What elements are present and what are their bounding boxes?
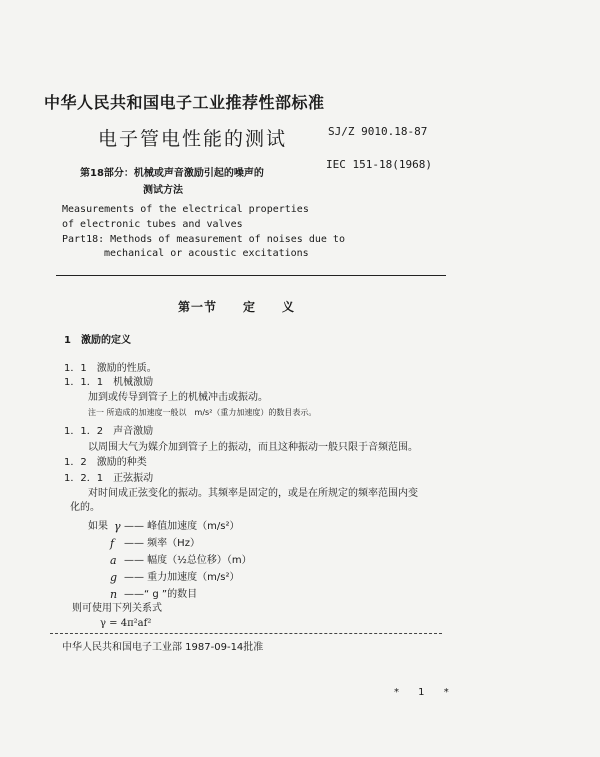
clause-1-1-1-text: 加到或传导到管子上的机械冲击或振动。 (88, 392, 268, 403)
symbol-a: a (110, 554, 117, 567)
clause-1-2-1-text-line2: 化的。 (70, 502, 100, 513)
document-title: 电子管电性能的测试 (98, 128, 288, 150)
section-heading: 第一节 定 义 (178, 300, 296, 314)
clause-1-2-1-text-line1: 对时间成正弦变化的振动。其频率是固定的，或是在所规定的频率范围内变 (88, 488, 418, 499)
formula: γ = 4π²af² (100, 618, 152, 629)
part-title-cn-line2: 测试方法 (143, 185, 183, 196)
clause-1-2-heading: 1．2 激励的种类 (64, 457, 147, 468)
relation-intro: 则可使用下列关系式 (72, 603, 162, 614)
clause-1-1-2-heading: 1．1．2 声音激励 (64, 426, 154, 437)
part-title-cn-line1: 第18部分：机械或声音激励引起的噪声的 (80, 168, 264, 179)
definition-intro: 如果 (88, 521, 108, 532)
symbol-g: g (110, 571, 118, 584)
clause-1-2-1-heading: 1．2．1 正弦振动 (64, 473, 154, 484)
definition-n: ——“ g ”的数目 (124, 589, 198, 600)
clause-1-1-2-text: 以周围大气为媒介加到管子上的振动，而且这种振动一般只限于音频范围。 (88, 442, 418, 453)
english-title-line4: mechanical or acoustic excitations (104, 248, 309, 259)
approval-line: 中华人民共和国电子工业部 1987-09-14批准 (62, 642, 264, 653)
clause-1-1-1-note: 注一 所造成的加速度一般以 m/s²（重力加速度）的数目表示。 (88, 408, 317, 417)
definition-g: —— 重力加速度（m/s²） (124, 572, 240, 583)
symbol-gamma: γ (114, 520, 121, 533)
definition-a: —— 幅度（½总位移）（m） (124, 555, 252, 566)
standard-number: SJ/Z 9010.18-87 (328, 125, 428, 138)
header-divider (56, 275, 446, 276)
english-title-line3: Part18: Methods of measurement of noises due to (62, 234, 345, 245)
definition-f: —— 频率（Hz） (124, 538, 200, 549)
definition-gamma: —— 峰值加速度（m/s²） (124, 521, 240, 532)
standard-category: 中华人民共和国电子工业推荐性部标准 (44, 93, 325, 112)
footer-divider (50, 633, 442, 634)
clause-1-1-heading: 1．1 激励的性质。 (64, 363, 157, 374)
page-number: * 1 * (394, 687, 457, 698)
iec-number: IEC 151-18(1968) (326, 158, 432, 171)
english-title-line2: of electronic tubes and valves (62, 219, 243, 230)
symbol-f: f (110, 537, 115, 550)
clause-1-1-1-heading: 1．1．1 机械激励 (64, 377, 154, 388)
english-title-line1: Measurements of the electrical properties (62, 204, 309, 215)
symbol-n: n (110, 588, 118, 601)
clause-1-heading: 1 激励的定义 (64, 335, 131, 346)
